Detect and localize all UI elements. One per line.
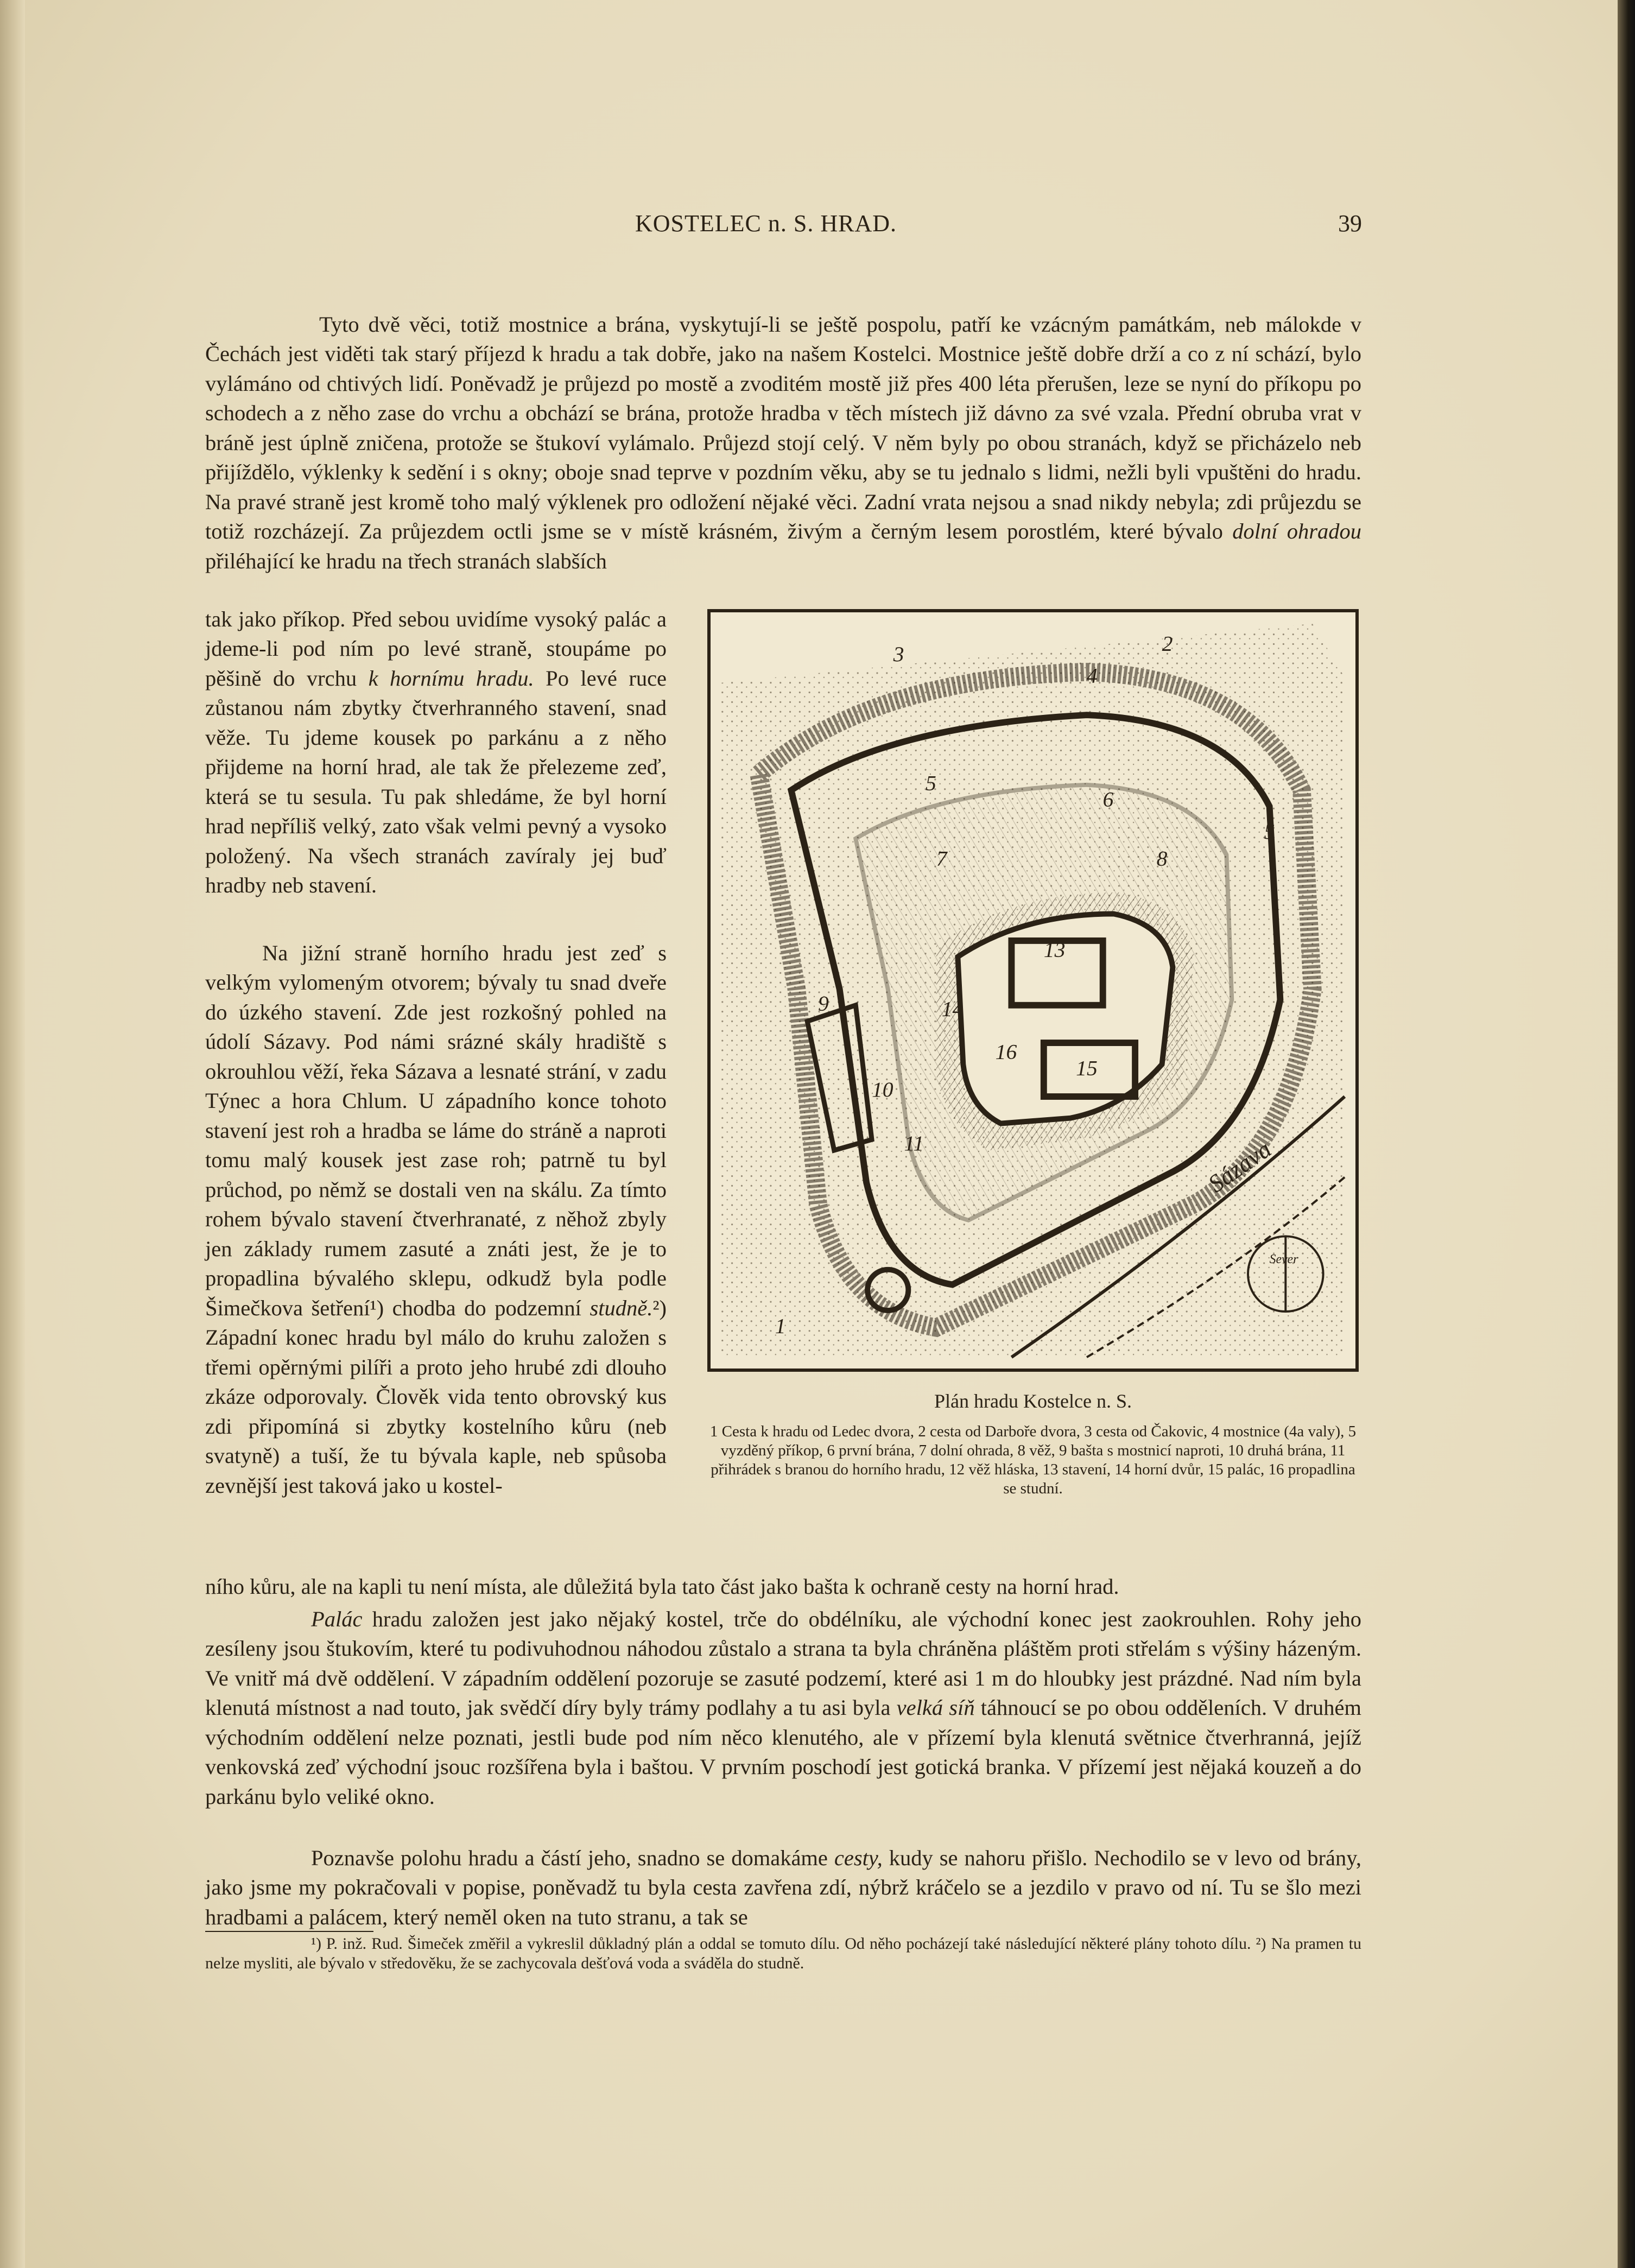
paragraph-6-emphasis: cesty, [834, 1845, 883, 1870]
paragraph-2 [205, 605, 667, 901]
paragraph-2-end: Po levé ruce zůstanou nám zbytky čtverhranného stavení, snad věže. Tu jdeme kousek po parkánu a z něho přijdeme na horní hrad, ale tak že přelezeme zeď, která se tu sesula. Tu pak shledáme, že byl horní hrad nepříliš velký, zato však velmi pevný a vysoko položený. Na všech stranách zavíraly jej buď hradby neb stavení. [205, 666, 667, 897]
paragraph-1-emphasis: dolní ohradou [1232, 519, 1362, 543]
paragraph-6-text: Poznavše polohu hradu a částí jeho, snadno se domakáme [311, 1845, 828, 1870]
paragraph-1-text: Tyto dvě věci, totiž mostnice a brána, vyskytují-li se ještě pospolu, patří ke vzácným památkám, neb málokde v Čechách jest viděti tak starý příjezd k hradu a tak dobře, jako na našem Kostelci. Mostnice ještě dobře drží a co z ní schází, bylo vylámáno od chtivých lidí. Poněvadž je průjezd po mostě a zvoditém mostě již přes 400 léta přerušen, leze se nyní do příkopu po schodech a z něho zase do vrchu a obchází se brána, protože hradba v těch místech již dávno za své vzala. Přední obruba vrat v bráně jest úplně zničena, protože se štukoví vylámalo. Průjezd stojí celý. V něm byly po obou stranách, když se přicházelo neb přijíždělo, výklenky k sedění i s okny; oboje snad teprve v pozdním věku, aby se tu jednalo s lidmi, nežli byli vpuštěni do hradu. Na pravé straně jest kromě toho malý výklenek pro odložení nějaké věci. Zadní vrata nejsou a snad nikdy nebyla; zdi průjezdu se totiž rozcházejí. Za průjezdem octli jsme se v místě krásném, živým a černým lesem porostlém, které bývalo [205, 312, 1361, 543]
paragraph-2-emphasis: k hornímu hradu. [368, 666, 534, 690]
paragraph-3-emphasis: studně. [590, 1295, 653, 1320]
plan-river-label: Sázava [1203, 1135, 1277, 1198]
plan-label-16: 16 [995, 1040, 1017, 1064]
figure-caption-title: Plán hradu Kostelce n. S. [934, 1390, 1132, 1412]
paragraph-5 [205, 1605, 1361, 1812]
paragraph-3-text: Na jižní straně horního hradu jest zeď s velkým vylomeným otvorem; bývaly tu snad dveře do úzkého stavení. Zde jest rozkošný pohled na údolí Sázavy. Pod námi srázné skály hradiště s okrouhlou věží, řeka Sázava a lesnaté strání, v zadu Týnec a hora Chlum. U západního konce tohoto stavení jest roh a hradba se láme do stráně a naproti tomu malý kousek jest zase roh; patrně tu byl průchod, po němž se dostali ven na skálu. Za tímto rohem bývalo stavení čtverhranaté, z něhož zbyly jen základy rumem zasuté a znáti jest, že je to propadlina bývalého sklepu, odkudž byla podle Šimečkova šetření¹) chodba do podzemní [205, 940, 667, 1320]
footnote-rule [205, 1931, 373, 1932]
plan-label-13: 13 [1043, 937, 1066, 962]
plan-label-8: 7 [936, 846, 947, 871]
plan-label-12: 11 [904, 1131, 924, 1156]
plan-label-7: 6 [1102, 787, 1114, 812]
paragraph-6-end: kudy se nahoru přišlo. Nechodilo se v levo od brány, jako jsme my pokračovali v popise, poněvadž tu byla cesta zavřena zdí, nýbrž kráčelo se a jezdilo v pravo od ní. Tu se šlo mezi hradbami a palácem, který neměl oken na tuto stranu, a tak se [205, 1845, 1362, 1929]
plan-label-6: 5 [1264, 819, 1275, 844]
paragraph-5-text: hradu založen jest jako nějaký kostel, trče do obdélníku, ale východní konec jest zaokrouhlen. Rohy jeho zesíleny jsou štukovím, které tu podivuhodnou náhodou zůstalo a strana ta byla chráněna pláštěm proti střelám s výšiny házeným. Ve vnitř má dvě oddělení. V západním oddělení pozoruje se zasuté podzemí, které asi 1 m do hloubky jest prázdné. Nad ním byla klenutá místnost a nad touto, jak svědčí díry byly trámy podlahy a tu asi byla [205, 1606, 1361, 1720]
plan-label-5: 5 [926, 771, 936, 795]
plan-label-4: 4 [1087, 663, 1098, 688]
footnotes: ¹) P. inž. Rud. Šimeček změřil a vykreslil důkladný plán a oddal se tomuto dílu. Od něho pocházejí také následující některé plány tohoto dílu. ²) Na pramen tu nelze mysliti, ale bývalo v středověku, že se zachycovala dešťová voda a sváděla do studně. [205, 1935, 1361, 1972]
paragraph-2-text: tak jako příkop. Před sebou uvidíme vysoký palác a jdeme-li pod ním po levé straně, stoupáme po pěšině do vrchu [205, 606, 667, 690]
plan-label-15: 15 [1076, 1056, 1098, 1080]
plan-label-2: 2 [1162, 631, 1173, 656]
paragraph-3-end: ²) Západní konec hradu byl málo do kruhu založen s třemi opěrnými pilíři a proto jeho hrubé zdi dlouho zkáze odporovaly. Člověk vida tento obrovský kus zdi připomíná si zbytky kostelního kůru (neb svatyně) a tuší, že tu bývala kaple, neb spůsoba zevnější jest taková jako u kostel- [205, 1295, 667, 1498]
castle-plan-figure [707, 609, 1359, 1372]
paragraph-5-emphasis: Palác [311, 1606, 363, 1631]
castle-plan-drawing [711, 612, 1355, 1369]
page-gutter-shadow [0, 0, 25, 2268]
running-head: KOSTELEC n. S. HRAD. [635, 210, 897, 237]
compass-label: Sever [1269, 1252, 1298, 1266]
paragraph-6 [205, 1843, 1361, 1933]
paragraph-5-end: táhnoucí se po obou odděleních. V druhém východním oddělení nelze poznati, jestli bude pod ním něco klenutého, ale v přízemí byla klenutá světnice čtverhranná, jejíž venkovská zeď východní jsouc rozšířena byla i baštou. V prvním poschodí jest gotická branka. V přízemí jest nějaká kouzeň a do parkánu bylo veliké okno. [205, 1695, 1361, 1809]
plan-label-1: 1 [775, 1314, 786, 1338]
paragraph-5-emphasis-2: velká síň [896, 1695, 975, 1720]
paragraph-1-end: přiléhající ke hradu na třech stranách slabších [205, 548, 607, 573]
plan-label-14: 14 [941, 997, 964, 1021]
paragraph-3 [205, 939, 667, 1501]
plan-label-10: 9 [818, 991, 829, 1016]
plan-label-9: 8 [1156, 846, 1168, 871]
page-edge-dark [1618, 0, 1635, 2268]
plan-label-11: 10 [872, 1078, 893, 1102]
paragraph-1 [205, 310, 1361, 576]
plan-label-3: 3 [893, 642, 904, 667]
page-number: 39 [1338, 210, 1362, 237]
figure-caption-text: 1 Cesta k hradu od Ledec dvora, 2 cesta od Darboře dvora, 3 cesta od Čakovic, 4 mostnice (4a valy), 5 vyzděný příkop, 6 první brána, 7 dolní ohrada, 8 věž, 9 bašta s mostnicí naproti, 10 druhá brána, 11 přihrádek s branou do horního hradu, 12 věž hláska, 13 stavení, 14 horní dvůr, 15 palác, 16 propadlina se studní. [709, 1423, 1357, 1497]
paragraph-4: ního kůru, ale na kapli tu není místa, ale důležitá byla tato část jako bašta k ochraně cesty na horní hrad. [205, 1574, 1119, 1599]
